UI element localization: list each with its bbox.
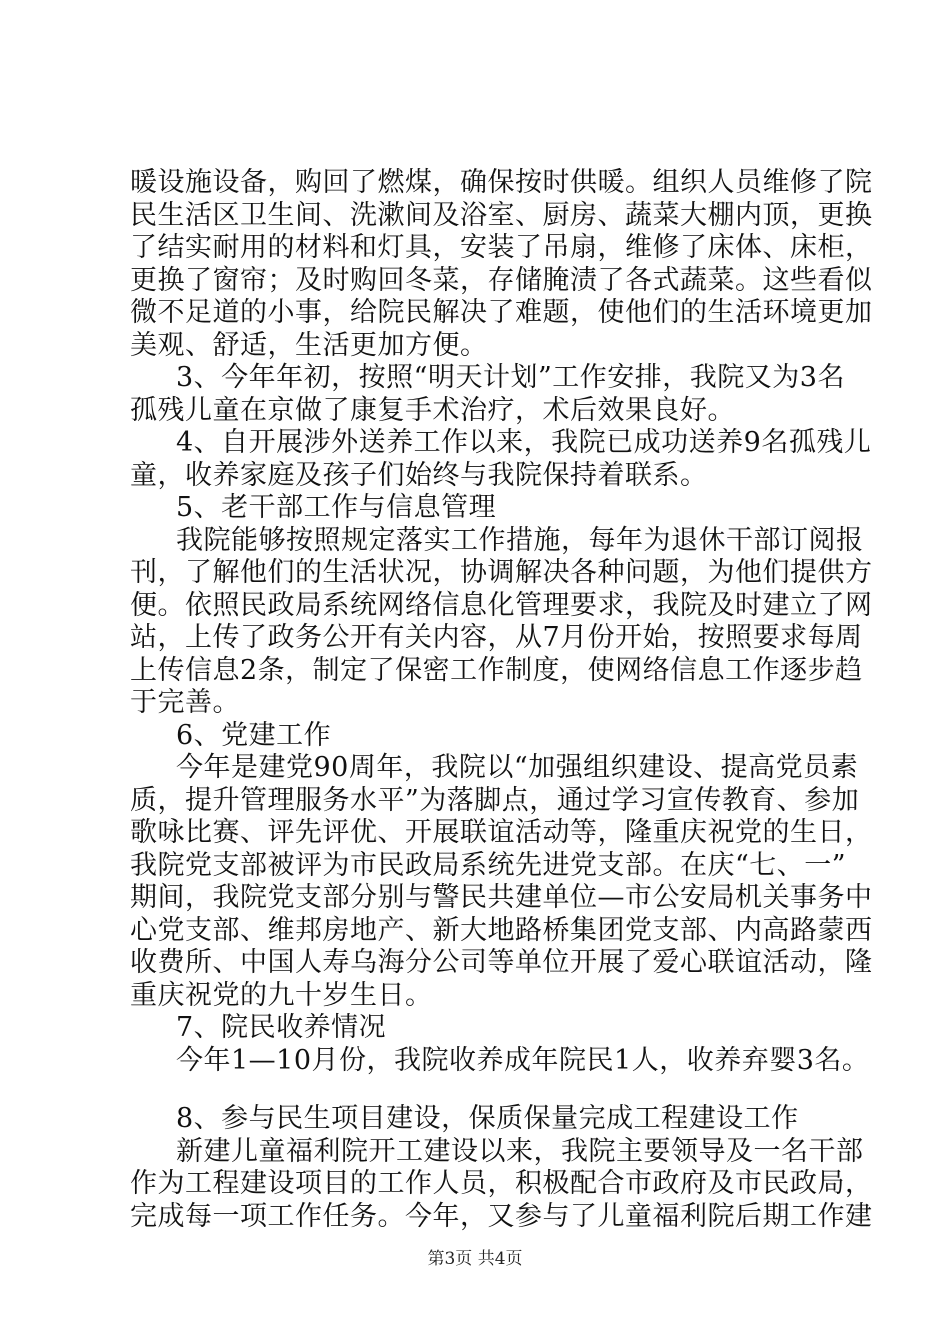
text-line: 童，收养家庭及孩子们始终与我院保持着联系。 [130, 459, 708, 491]
text-line: 微不足道的小事，给院民解决了难题，使他们的生活环境更加 [130, 297, 873, 328]
section-heading: 7、院民收养情况 [176, 1012, 387, 1043]
page-number-footer: 第3页 共4页 [427, 1249, 523, 1269]
text-line: 暖设施设备，购回了燃煤，确保按时供暖。组织人员维修了院 [130, 167, 873, 198]
text-line: 完成每一项工作任务。今年，又参与了儿童福利院后期工作建 [130, 1200, 873, 1232]
text-line: 刊，了解他们的生活状况，协调解决各种问题，为他们提供方 [130, 557, 873, 588]
text-line: 今年是建党90周年，我院以“加强组织建设、提高党员素 [176, 752, 859, 783]
text-line: 心党支部、维邦房地产、新大地路桥集团党支部、内高路蒙西 [130, 914, 873, 946]
text-line: 我院能够按照规定落实工作措施，每年为退休干部订阅报 [176, 524, 864, 556]
text-line: 于完善。 [130, 687, 240, 718]
text-line: 民生活区卫生间、洗漱间及浴室、厨房、蔬菜大棚内顶，更换 [130, 199, 873, 231]
text-line: 重庆祝党的九十岁生日。 [130, 979, 433, 1011]
text-line: 作为工程建设项目的工作人员，积极配合市政府及市民政局， [130, 1168, 873, 1199]
text-line: 今年1—10月份，我院收养成年院民1人，收养弃婴3名。 [176, 1044, 870, 1076]
document-body [130, 167, 873, 1233]
text-line: 站，上传了政务公开有关内容，从7月份开始，按照要求每周 [130, 622, 863, 653]
section-heading: 5、老干部工作与信息管理 [176, 492, 497, 523]
text-line: 新建儿童福利院开工建设以来，我院主要领导及一名干部 [176, 1135, 864, 1167]
text-line: 3、今年年初，按照“明天计划”工作安排，我院又为3名 [176, 362, 845, 393]
text-line: 我院党支部被评为市民政局系统先进党支部。在庆“七、一” [130, 849, 847, 881]
text-line: 便。依照民政局系统网络信息化管理要求，我院及时建立了网 [130, 589, 873, 621]
blank-line [130, 1077, 830, 1103]
text-line: 孤残儿童在京做了康复手术治疗，术后效果良好。 [130, 394, 735, 426]
text-line: 更换了窗帘；及时购回冬菜，存储腌渍了各式蔬菜。这些看似 [130, 264, 873, 296]
text-line: 质，提升管理服务水平”为落脚点，通过学习宣传教育、参加 [130, 784, 860, 816]
text-line: 4、自开展涉外送养工作以来，我院已成功送养9名孤残儿 [176, 427, 872, 458]
text-line: 收费所、中国人寿乌海分公司等单位开展了爱心联谊活动，隆 [130, 947, 873, 978]
section-heading: 8、参与民生项目建设，保质保量完成工程建设工作 [176, 1103, 799, 1134]
text-line: 了结实耐用的材料和灯具，安装了吊扇，维修了床体、床柜， [130, 232, 873, 263]
text-line: 歌咏比赛、评先评优、开展联谊活动等，隆重庆祝党的生日， [130, 817, 873, 848]
text-line: 美观、舒适，生活更加方便。 [130, 329, 488, 361]
text-line: 上传信息2条，制定了保密工作制度，使网络信息工作逐步趋 [130, 654, 863, 686]
text-line: 期间，我院党支部分别与警民共建单位—市公安局机关事务中 [130, 882, 873, 913]
section-heading: 6、党建工作 [176, 719, 332, 751]
